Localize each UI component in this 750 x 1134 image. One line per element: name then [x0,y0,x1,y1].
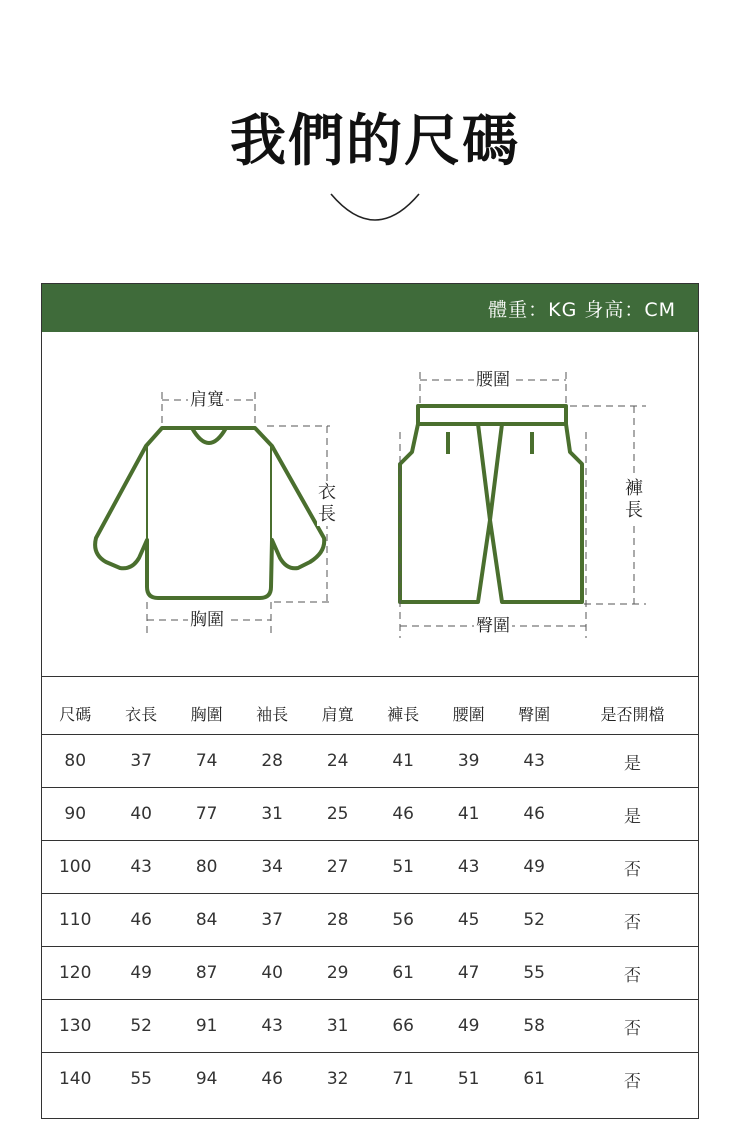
table-cell: 43 [436,841,502,894]
table-cell: 29 [305,947,371,1000]
table-body [42,735,698,1106]
table-cell: 61 [523,1069,545,1089]
table-cell: 80 [42,735,108,788]
table-cell: 41 [436,788,502,841]
table-cell: 否 [567,947,698,1000]
smile-decoration [325,186,425,226]
shirt-outline [95,428,324,598]
table-cell: 80 [174,841,240,894]
table-cell: 140 [58,1069,92,1089]
garment-outlines [42,332,698,676]
waist-label: 腰圍 [476,370,510,390]
table-row [42,1000,698,1053]
header-sleeve: 袖長 [239,692,305,735]
table-cell: 40 [239,947,305,1000]
table-cell: 55 [501,947,567,1000]
header-chest: 胸圍 [174,692,240,735]
table-cell: 77 [174,788,240,841]
table-cell: 39 [436,735,502,788]
table-cell: 61 [370,947,436,1000]
table-cell: 45 [436,894,502,947]
size-chart-card [41,283,699,1119]
table-cell: 130 [42,1000,108,1053]
table-cell: 43 [239,1000,305,1053]
table-cell: 40 [108,788,174,841]
table-cell: 91 [174,1000,240,1053]
header-pants-length: 褲長 [370,692,436,735]
table-cell: 否 [567,1000,698,1053]
pants-outline [400,406,582,602]
hip-label: 臀圍 [476,616,510,636]
table-cell: 49 [501,841,567,894]
table-cell: 58 [501,1000,567,1053]
table-row [42,788,698,841]
table-cell: 120 [42,947,108,1000]
table-cell: 否 [623,1071,641,1092]
table-cell: 31 [305,1000,371,1053]
table-cell: 52 [501,894,567,947]
table-cell: 43 [108,841,174,894]
table-row [42,947,698,1000]
table-cell: 51 [457,1069,480,1089]
table-cell: 49 [436,1000,502,1053]
table-cell: 110 [42,894,108,947]
table-cell: 66 [370,1000,436,1053]
units-banner [42,284,698,332]
pants-guides [400,372,646,638]
table-cell: 43 [501,735,567,788]
table-cell: 74 [174,735,240,788]
table-cell: 84 [174,894,240,947]
header-waist: 腰圍 [436,692,502,735]
table-cell: 41 [370,735,436,788]
table-cell: 51 [370,841,436,894]
table-cell: 94 [195,1069,218,1089]
table-row [42,1053,698,1106]
table-cell: 27 [305,841,371,894]
table-header-row [42,692,698,735]
table-cell: 49 [108,947,174,1000]
table-cell: 52 [108,1000,174,1053]
header-hip: 臀圍 [501,692,567,735]
table-cell: 34 [239,841,305,894]
table-cell: 46 [370,788,436,841]
table-cell: 28 [239,735,305,788]
table-cell: 25 [305,788,371,841]
units-text: 體重：KG 身高：CM [488,299,676,321]
header-size: 尺碼 [42,692,108,735]
table-cell: 46 [261,1069,283,1089]
header-open-crotch: 是否開檔 [567,692,698,735]
garment-illustration [42,332,698,677]
table-cell: 是 [567,735,698,788]
table-cell: 100 [42,841,108,894]
table-row [42,735,698,788]
table-cell: 46 [501,788,567,841]
size-table [42,692,698,1105]
top-length-label: 衣長 [318,482,336,525]
table-cell: 24 [305,735,371,788]
table-cell: 否 [567,841,698,894]
table-cell: 90 [42,788,108,841]
table-cell: 55 [130,1069,152,1089]
table-cell: 28 [305,894,371,947]
shoulder-label: 肩寬 [190,390,224,410]
table-row [42,894,698,947]
table-cell: 87 [174,947,240,1000]
table-row [42,841,698,894]
table-cell: 37 [239,894,305,947]
table-cell: 31 [239,788,305,841]
table-cell: 71 [392,1069,414,1089]
table-cell: 否 [567,894,698,947]
header-shoulder: 肩寬 [305,692,371,735]
page-title: 我們的尺碼 [230,109,520,174]
pants-length-label: 褲長 [625,478,643,521]
table-cell: 是 [567,788,698,841]
table-cell: 37 [108,735,174,788]
chest-label: 胸圍 [190,610,224,630]
table-cell: 56 [370,894,436,947]
header-top-length: 衣長 [108,692,174,735]
table-cell: 32 [326,1069,349,1089]
table-cell: 47 [436,947,502,1000]
table-cell: 46 [108,894,174,947]
